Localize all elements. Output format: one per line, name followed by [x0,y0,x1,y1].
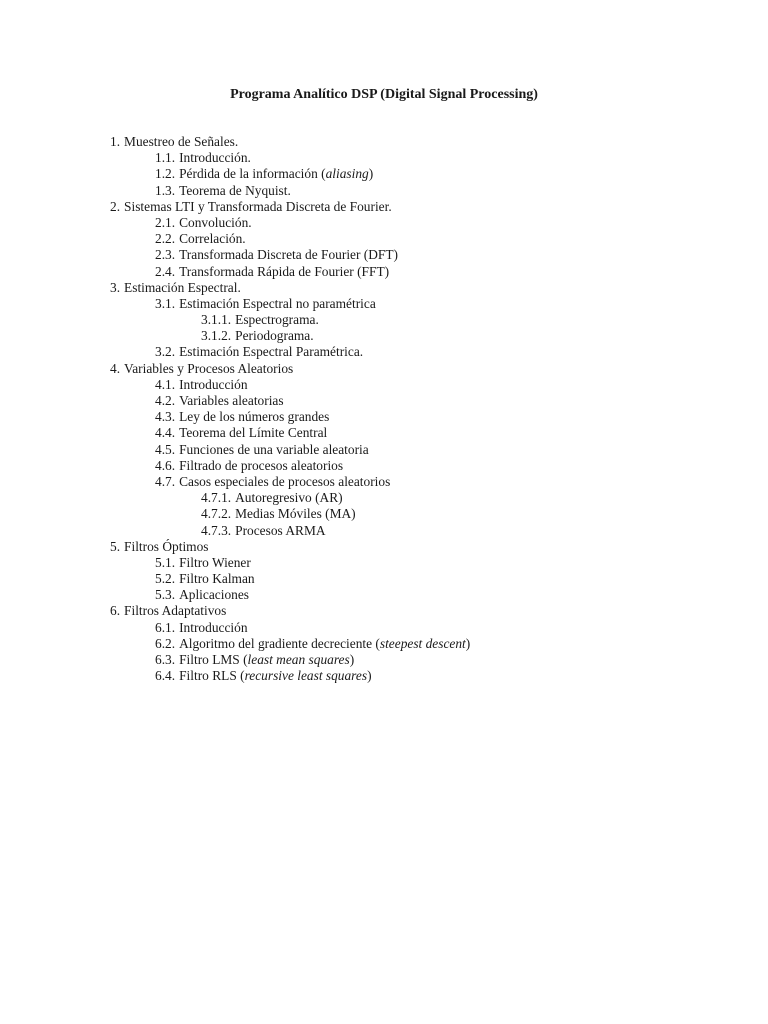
outline-item-level-2 [110,474,730,490]
outline-item-number: 5. [110,538,121,554]
outline-item-text: Sistemas LTI y Transformada Discreta de Fourier. [124,198,392,214]
outline-item-closing: ) [349,652,355,667]
outline-item-italic-term: recursive least squares [244,668,368,684]
outline-item-level-2 [110,425,730,441]
outline-item-level-3 [110,490,730,506]
topic-outline [110,134,730,684]
outline-item-text: Introducción. [179,150,251,166]
outline-item-level-2 [110,215,730,231]
outline-item-text: Transformada Discreta de Fourier (DFT) [179,247,398,263]
outline-item-level-2 [110,231,730,247]
outline-item-text: Variables y Procesos Aleatorios [124,360,294,376]
outline-item-text: Espectrograma. [235,312,319,328]
outline-item-text: Filtro Wiener [179,554,251,570]
outline-item-text: Introducción [179,619,248,635]
outline-item-text: Autoregresivo (AR) [235,490,343,506]
outline-item-text: Casos especiales de procesos aleatorios [179,473,391,489]
outline-item-number: 3.1.1. [201,312,232,328]
outline-item-level-1 [110,361,730,377]
outline-item-number: 6.2. [155,635,176,651]
outline-item-text: Convolución. [179,214,252,230]
outline-item-italic-term: aliasing [325,166,369,182]
outline-item-level-2 [110,409,730,425]
outline-item-text: Filtro RLS ( [179,668,245,684]
outline-item-text: Medias Móviles (MA) [235,506,356,522]
outline-item-text: Filtro Kalman [179,571,255,587]
outline-item-level-2 [110,183,730,199]
outline-item-number: 6. [110,603,121,619]
outline-item-number: 5.3. [155,587,176,603]
outline-item-number: 1.1. [155,150,176,166]
outline-item-level-2 [110,393,730,409]
outline-item-text: Introducción [179,376,248,392]
outline-item-text: Filtrado de procesos aleatorios [179,457,344,473]
outline-item-level-1 [110,280,730,296]
outline-item-text: Filtro LMS ( [179,652,248,667]
outline-item-level-2 [110,296,730,312]
outline-item-number: 4.2. [155,393,176,408]
outline-item-number: 4.7.3. [201,522,232,538]
outline-item-text: Teorema del Límite Central [179,425,328,441]
outline-item-number: 2.3. [155,247,176,263]
outline-item-number: 4.6. [155,457,176,473]
outline-item-text: Muestreo de Señales. [124,134,239,149]
outline-item-level-2 [110,652,730,668]
outline-item-number: 4.7. [155,473,176,489]
outline-item-level-2 [110,247,730,263]
outline-item-italic-term: steepest descent [379,635,466,651]
outline-item-level-1 [110,603,730,619]
outline-item-level-2 [110,668,730,684]
outline-item-level-3 [110,328,730,344]
outline-item-number: 5.2. [155,571,176,587]
outline-item-number: 5.1. [155,554,176,570]
outline-item-text: Estimación Espectral. [124,279,241,295]
outline-item-number: 2.1. [155,214,176,230]
outline-item-text: Correlación. [179,231,246,247]
outline-item-text: Variables aleatorias [179,393,284,408]
outline-item-level-2 [110,620,730,636]
outline-item-text: Algoritmo del gradiente decreciente ( [179,635,380,651]
outline-item-level-2 [110,587,730,603]
outline-item-level-2 [110,344,730,360]
outline-item-level-2 [110,458,730,474]
outline-item-closing: ) [368,166,374,182]
outline-item-text: Periodograma. [235,328,314,344]
outline-item-level-1 [110,539,730,555]
outline-item-text: Estimación Espectral no paramétrica [179,295,376,311]
outline-item-level-3 [110,506,730,522]
outline-item-closing: ) [367,668,372,684]
outline-item-text: Ley de los números grandes [179,409,330,425]
outline-item-text: Funciones de una variable aleatoria [179,441,369,457]
outline-item-text: Filtros Óptimos [124,538,209,554]
outline-item-level-2 [110,571,730,587]
document-title: Programa Analítico DSP (Digital Signal Processing) [230,87,538,102]
outline-item-level-1 [110,199,730,215]
outline-item-italic-term: least mean squares [247,652,350,667]
outline-item-level-2 [110,264,730,280]
outline-item-number: 1.3. [155,182,176,198]
outline-item-number: 6.3. [155,652,176,667]
outline-item-number: 4.4. [155,425,176,441]
outline-item-number: 4.7.1. [201,490,232,506]
outline-item-number: 1.2. [155,166,176,182]
outline-item-number: 1. [110,134,121,149]
outline-item-level-2 [110,377,730,393]
outline-item-text: Estimación Espectral Paramétrica. [179,344,364,360]
outline-item-text: Aplicaciones [179,587,249,603]
outline-item-number: 4. [110,360,121,376]
outline-item-number: 6.1. [155,619,176,635]
outline-item-level-3 [110,312,730,328]
outline-item-number: 2.4. [155,263,176,279]
outline-item-number: 2. [110,198,121,214]
outline-item-text: Transformada Rápida de Fourier (FFT) [179,263,390,279]
outline-item-level-2 [110,636,730,652]
outline-item-number: 2.2. [155,231,176,247]
outline-item-number: 4.3. [155,409,176,425]
outline-item-level-2 [110,442,730,458]
outline-item-text: Pérdida de la información ( [179,166,326,182]
outline-item-level-2 [110,150,730,166]
outline-item-text: Teorema de Nyquist. [179,182,291,198]
outline-item-level-3 [110,523,730,539]
outline-item-number: 6.4. [155,668,176,684]
outline-item-number: 4.5. [155,441,176,457]
outline-item-number: 3.1.2. [201,328,232,344]
outline-item-number: 3.1. [155,295,176,311]
outline-item-level-2 [110,555,730,571]
outline-item-number: 4.1. [155,376,176,392]
outline-item-number: 4.7.2. [201,506,232,522]
outline-item-number: 3. [110,279,121,295]
outline-item-number: 3.2. [155,344,176,360]
outline-item-closing: ) [465,635,471,651]
outline-item-level-2 [110,166,730,182]
outline-item-text: Filtros Adaptativos [124,603,227,619]
outline-item-text: Procesos ARMA [235,522,326,538]
outline-item-level-1 [110,134,730,150]
